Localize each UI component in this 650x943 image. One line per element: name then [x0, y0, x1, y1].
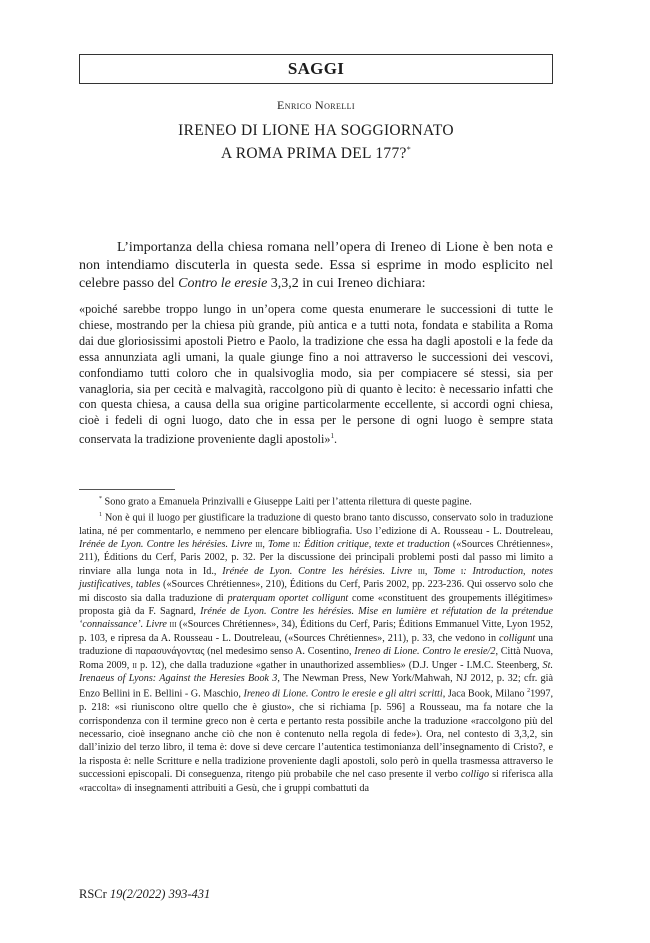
fn1-text-d: come «constituent des groupements illégitimes» proposta già da F. Sagnard,	[79, 592, 553, 618]
section-header-box	[79, 54, 553, 84]
title-line-2: A ROMA PRIMA DEL 177?	[220, 145, 407, 163]
fn1-ref-a-tome-num: ii	[289, 539, 298, 550]
fn1-text-e: («Sources Chrétiennes», 34), Éditions du Cerf, Paris; Éditions Emmanuel Vitte, Lyon 1952, p. 103, e ripresa da A. Rousseau - L. Doutreleau, («Sources Chrétiennes», 211), p. 33, che vedono in	[79, 619, 553, 644]
footnote-star	[79, 493, 553, 509]
fn1-ref-b-tome-num: i	[455, 565, 464, 577]
fn1-ref-h: St. Irenaeus of Lyons: Against the Heresies Book 3	[79, 659, 553, 685]
fn1-text-k: 1997, p. 218: «si riuniscono oltre quello che è giusto», che si richiama [p. 596] a Rousseau, ma fa notare che la corrispondenza con il termine greco non è certa e pertanto resta possibile anche la traduzione «raccolgono più del necessario, cioè insegnano anche ciò che non è contenuto nella regola di fede»). Ora, nel contesto di 3,3,2, sin dall’inizio del terzo libro, il tema è: dove si deve cercare l’autentica testimonianza dell’insegnamento di Cristo?, e la risposta è: nelle Scritture e nella tradizione proveniente dagli apostoli, solo però in quella trasmessa attraverso le successioni episcopali. Di conseguenza, ritengo più probabile che nel caso presente il verbo	[79, 688, 553, 781]
fn1-text-f: una traduzione di παρασυνάγοντας (nel medesimo senso A. Cosentino,	[79, 632, 553, 658]
fn1-ref-a-book: iii,	[252, 539, 269, 550]
footnote-star-mark: *	[99, 496, 102, 502]
title-footnote-mark[interactable]: *	[406, 145, 412, 154]
fn1-ref-b-book: iii,	[412, 565, 434, 577]
block-quote	[79, 302, 553, 448]
intro-text-1: L’importanza della chiesa romana nell’opera di Ireneo di Lione è ben nota e non intendiamo discuterla in questa sede. Essa si esprime in modo esplicito nel celebre passo del	[79, 240, 553, 291]
fn1-ref-f: Ireneo di Lione. Contro le eresie/2	[354, 646, 496, 658]
fn1-ref-a-sub: : Édition critique, texte et traduction	[297, 539, 450, 550]
title-line-1: IRENEO DI LIONE HA SOGGIORNATO	[178, 122, 454, 139]
running-footer	[79, 887, 210, 902]
fn1-ref-a: Irénée de Lyon. Contre les hérésies. Livre	[79, 539, 253, 550]
fn1-vol: ii	[132, 659, 137, 671]
fn1-latin-phrase: praterquam oportet colligunt	[227, 592, 349, 604]
fn1-edition-sup: 2	[527, 688, 531, 695]
footnote-1	[79, 509, 553, 795]
fn1-text-h: p. 12), che dalla traduzione «gather in unauthorized assemblies» (D.J. Unger - I.M.C. Steenberg,	[136, 659, 543, 671]
fn1-text-b: («Sources Chrétiennes», 211), Éditions du Cerf, Paris 2002, p. 32. Per la discussione dei principali problemi posti dal passo mi limito a rinviare alla lunga nota in Id.,	[79, 539, 553, 577]
quote-text: «poiché sarebbe troppo lungo in un’opera come questa enumerare le successioni di tutte le chiese, mostrando per la chiesa più grande, più antica e a tutti nota, fondata e stabilita a Roma dai due gloriosissimi apostoli Pietro e Paolo, la tradizione che essa ha dagli apostoli e la fede da essa annunziata agli umani, la quale giunge fino a noi attraverso le successioni dei vescovi, confondiamo tutti coloro che in qualsivoglia modo, sia per compiacere sé stessi, sia per vanagloria, sia per cecità e malvagità, raccolgono più di quanto è lecito: è necessario infatti che con questa chiesa, a causa della sua origine particolarmente eccellente, si accordi ogni chiesa, cioè i fedeli di ogni luogo, dato che in essa per le persone di ogni luogo è sempre stata conservata la tradizione proveniente dagli apostoli»	[79, 302, 553, 447]
fn1-latin-verb: colligo	[460, 769, 490, 781]
article-author: Enrico Norelli	[277, 98, 355, 112]
fn1-ref-a-tome: Tome	[268, 539, 290, 550]
footnotes	[79, 493, 553, 795]
fn1-latin-word: colligunt	[499, 632, 536, 644]
footnote-1-mark: 1	[99, 511, 102, 518]
intro-work-title: Contro le eresie	[178, 276, 268, 291]
intro-text-2: 3,3,2 in cui Ireneo dichiara:	[267, 276, 426, 291]
fn1-text-c: («Sources Chrétiennes», 210), Éditions du Cerf, Paris 2002, pp. 223-236. Qui osservo solo che mi discosto sia dalla traduzione di	[79, 579, 553, 604]
fn1-ref-d-book: iii	[166, 619, 177, 631]
fn1-text-j: , Jaca Book, Milano	[442, 688, 528, 700]
section-title: SAGGI	[287, 59, 345, 78]
fn1-text-l: si riferisca alla «raccolta» di insegnamenti attribuiti a Gesù, che i gruppi combattuti da	[79, 769, 553, 794]
article-title	[79, 121, 553, 163]
fn1-text-i: , The Newman Press, New York/Mahwah, NJ 2012, p. 32; cfr. già Enzo Bellini in E. Bellini - G. Maschio,	[79, 673, 554, 700]
footnote-divider	[79, 489, 175, 490]
quote-footnote-mark[interactable]: 1	[330, 432, 334, 441]
fn1-ref-i: Ireneo di Lione. Contro le eresie e gli altri scritti	[243, 688, 443, 700]
fn1-text-g: , Città Nuova, Roma 2009,	[79, 646, 553, 671]
fn1-text-a: Non è qui il luogo per giustificare la traduzione di questo brano tanto discusso, conservato solo in traduzione latina, né per commentarlo, e nemmeno per elencare bibliografia. Uso l’edizione di A. Rousseau - L. Doutreleau,	[79, 512, 553, 537]
footnote-star-text: Sono grato a Emanuela Prinzivalli e Giuseppe Laiti per l’attenta rilettura di queste pagine.	[102, 496, 472, 508]
fn1-ref-b: Irénée de Lyon. Contre les hérésies. Livre	[222, 565, 413, 577]
intro-paragraph	[79, 239, 553, 293]
journal-abbrev: RSCr	[79, 887, 110, 901]
journal-citation: 19(2/2022) 393-431	[109, 887, 211, 901]
fn1-ref-d: Irénée de Lyon. Contre les hérésies. Mise en lumière et réfutation de la prétendue ‘connaissance’. Livre	[79, 606, 553, 631]
quote-end: .	[333, 432, 337, 447]
fn1-ref-b-tome: Tome	[433, 565, 456, 577]
fn1-ref-b-sub: : Introduction, notes justificatives, tables	[79, 565, 553, 591]
